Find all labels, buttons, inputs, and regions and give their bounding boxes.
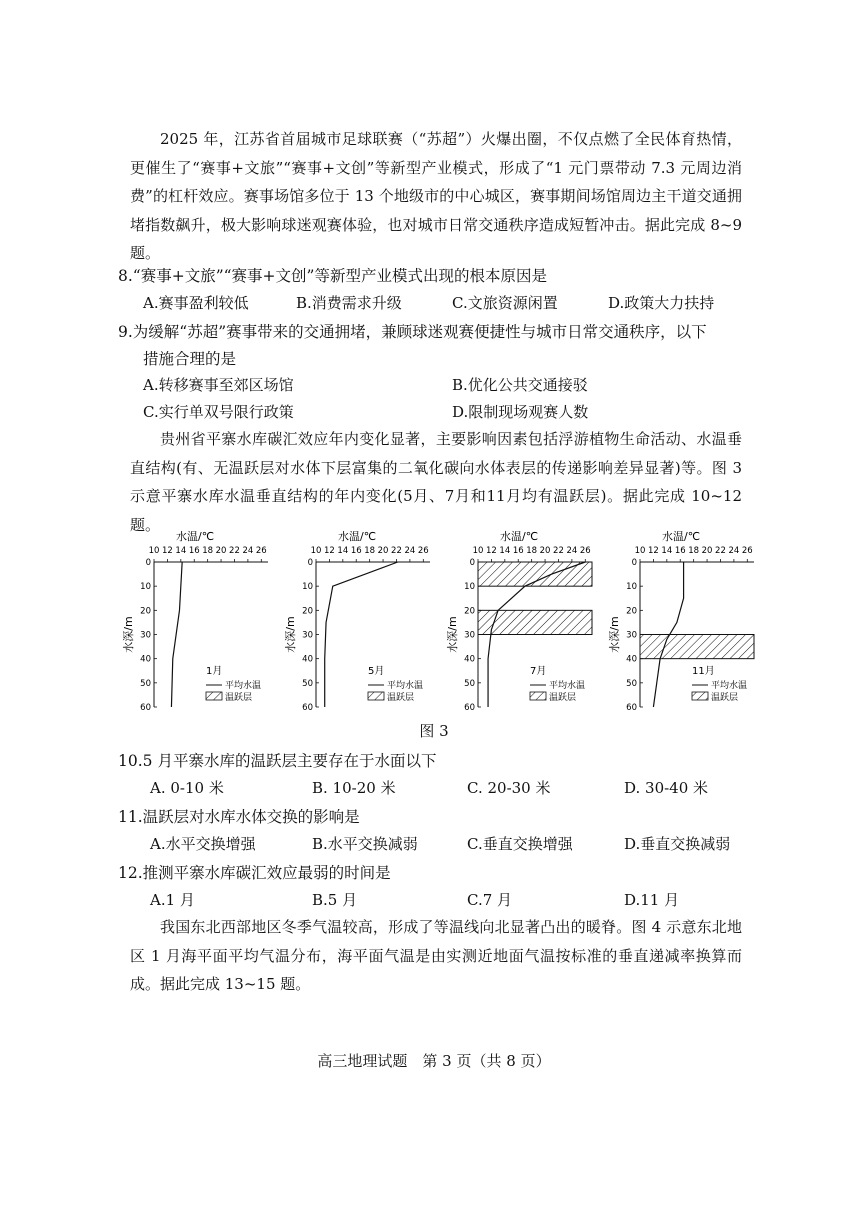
x-tick-label: 10 [310,546,322,556]
legend-hatch-swatch [368,692,384,700]
question-10-stem: 10.5 月平寨水库的温跃层主要存在于水面以下 [118,752,437,770]
x-tick-label: 12 [647,546,659,556]
y-tick-label: 30 [626,630,637,641]
x-axis-title: 水温/℃ [500,530,539,543]
question-8-stem: 8.“赛事+文旅”“赛事+文创”等新型产业模式出现的根本原因是 [118,267,547,285]
x-tick-label: 22 [715,546,726,556]
y-tick-label: 40 [464,654,475,665]
legend-line-label: 平均水温 [711,681,748,691]
y-axis-title: 水深/m [122,616,135,653]
x-tick-label: 16 [188,546,200,556]
passage-northeast-warm-ridge: 我国东北西部地区冬季气温较高，形成了等温线向北显著凸出的暖脊。图 4 示意东北地区 1 月海平面平均气温分布，海平面气温是由实测近地面气温按标准的垂直递减率换算而成。据此完成 13~15 题。 [130,918,742,993]
x-tick-label: 22 [229,546,240,556]
x-tick-label: 24 [566,546,578,556]
q10-option-d: D. 30-40 米 [624,779,709,797]
y-tick-label: 30 [140,630,151,641]
y-tick-label: 30 [302,630,313,641]
y-tick-label: 60 [626,703,637,713]
y-tick-label: 50 [464,678,475,689]
question-9-stem: 9.为缓解“苏超”赛事带来的交通拥堵，兼顾球迷观赛便捷性与城市日常交通秩序，以下 [118,323,707,341]
month-label: 1月 [206,666,223,677]
month-label: 11月 [692,666,715,677]
legend-hatch-label: 温跃层 [711,693,739,703]
figure-caption: 图 3 [419,722,449,740]
x-tick-label: 20 [701,546,713,556]
question-12-stem: 12.推测平寨水库碳汇效应最弱的时间是 [118,864,391,882]
legend-hatch-label: 温跃层 [225,693,253,703]
y-axis-title: 水深/m [608,616,621,653]
x-tick-label: 14 [337,546,349,556]
x-tick-label: 26 [579,546,591,556]
y-tick-label: 10 [140,582,151,593]
legend-line-label: 平均水温 [387,681,424,691]
x-tick-label: 24 [728,546,740,556]
page-footer: 高三地理试题 第 3 页（共 8 页） [317,1052,551,1070]
q10-option-b: B. 10-20 米 [312,779,396,797]
thermocline-band [640,635,754,659]
y-tick-label: 50 [626,678,637,689]
q8-option-b: B.消费需求升级 [296,294,402,312]
y-tick-label: 10 [464,582,475,593]
y-tick-label: 20 [140,606,151,617]
y-tick-label: 40 [302,654,313,665]
x-axis-title: 水温/℃ [176,530,215,543]
x-tick-label: 22 [391,546,402,556]
month-label: 5月 [368,666,385,677]
q12-option-a: A.1 月 [150,891,195,909]
q12-option-b: B.5 月 [312,891,358,909]
y-tick-label: 10 [302,582,313,593]
question-11-stem: 11.温跃层对水库水体交换的影响是 [118,808,360,826]
x-axis-title: 水温/℃ [338,530,377,543]
q12-option-d: D.11 月 [624,891,680,909]
passage-sports-league: 2025 年，江苏省首届城市足球联赛（“苏超”）火爆出圈，不仅点燃了全民体育热情，更催生了“赛事+文旅”“赛事+文创”等新型产业模式，形成了“1 元门票带动 7.3 元周边消费”的杠杆效应。赛事场馆多位于 13 个地级市的中心城区，赛事期间场馆周边主干道交通拥堵指数飙升，极大影响球迷观赛体验，也对城市日常交通秩序造成短暂冲击。据此完成 8~9 题。 [130,130,742,262]
legend-hatch-label: 温跃层 [549,693,577,703]
x-tick-label: 18 [202,546,214,556]
x-tick-label: 20 [539,546,551,556]
x-tick-label: 16 [350,546,362,556]
x-tick-label: 18 [364,546,376,556]
y-axis-title: 水深/m [284,616,297,653]
panel-2 [283,529,430,713]
x-tick-label: 12 [323,546,335,556]
passage-reservoir: 贵州省平寨水库碳汇效应年内变化显著，主要影响因素包括浮游植物生命活动、水温垂直结构(有、无温跃层对水体下层富集的二氧化碳向水体表层的传递影响差异显著)等。图 3 示意平寨水库水温垂直结构的年内变化(5月、7月和11月均有温跃层)。据此完成 10~12 题。 [130,430,742,534]
x-tick-label: 24 [242,546,254,556]
x-tick-label: 22 [553,546,564,556]
y-tick-label: 60 [464,703,475,713]
y-tick-label: 0 [145,558,151,568]
x-tick-label: 14 [175,546,187,556]
month-label: 7月 [530,666,547,677]
x-tick-label: 14 [661,546,673,556]
x-tick-label: 12 [485,546,497,556]
mean-temperature-line [171,562,182,707]
y-tick-label: 10 [626,582,637,593]
q8-option-d: D.政策大力扶持 [608,294,715,312]
x-tick-label: 26 [255,546,267,556]
x-tick-label: 20 [377,546,389,556]
y-tick-label: 60 [302,703,313,713]
legend-hatch-swatch [206,692,222,700]
figure-3-water-temperature-profiles [120,530,753,720]
y-tick-label: 0 [469,558,475,568]
q11-option-c: C.垂直交换增强 [467,835,573,853]
legend-hatch-label: 温跃层 [387,693,415,703]
q11-option-b: B.水平交换减弱 [312,835,418,853]
y-tick-label: 0 [307,558,313,568]
x-tick-label: 16 [512,546,524,556]
q9-option-a: A.转移赛事至郊区场馆 [143,376,294,394]
y-tick-label: 60 [140,703,151,713]
x-tick-label: 26 [417,546,429,556]
thermocline-band [478,610,592,634]
x-tick-label: 14 [499,546,511,556]
q9-option-d: D.限制现场观赛人数 [452,403,589,421]
x-tick-label: 16 [674,546,686,556]
x-tick-label: 18 [688,546,700,556]
x-tick-label: 18 [526,546,538,556]
x-tick-label: 26 [741,546,753,556]
q11-option-a: A.水平交换增强 [150,835,256,853]
legend-line-label: 平均水温 [549,681,586,691]
x-tick-label: 10 [634,546,646,556]
q8-option-c: C.文旅资源闲置 [452,294,558,312]
panel-1 [121,529,268,713]
x-axis-title: 水温/℃ [662,530,701,543]
y-tick-label: 40 [140,654,151,665]
x-tick-label: 20 [215,546,227,556]
q12-option-c: C.7 月 [467,891,513,909]
y-tick-label: 0 [631,558,637,568]
y-tick-label: 30 [464,630,475,641]
x-tick-label: 10 [472,546,484,556]
x-tick-label: 24 [404,546,416,556]
q9-option-b: B.优化公共交通接驳 [452,376,588,394]
q9-option-c: C.实行单双号限行政策 [143,403,294,421]
panel-3 [445,529,592,713]
x-tick-label: 10 [148,546,160,556]
y-tick-label: 40 [626,654,637,665]
y-axis-title: 水深/m [446,616,459,653]
y-tick-label: 50 [140,678,151,689]
x-tick-label: 12 [161,546,173,556]
q11-option-d: D.垂直交换减弱 [624,835,731,853]
q10-option-a: A. 0-10 米 [150,779,224,797]
y-tick-label: 20 [626,606,637,617]
question-9-stem-cont: 措施合理的是 [143,350,237,368]
y-tick-label: 20 [464,606,475,617]
q10-option-c: C. 20-30 米 [467,779,551,797]
legend-hatch-swatch [692,692,708,700]
q8-option-a: A.赛事盈利较低 [143,294,249,312]
legend-line-label: 平均水温 [225,681,262,691]
y-tick-label: 50 [302,678,313,689]
y-tick-label: 20 [302,606,313,617]
legend-hatch-swatch [530,692,546,700]
panel-4 [607,529,754,713]
